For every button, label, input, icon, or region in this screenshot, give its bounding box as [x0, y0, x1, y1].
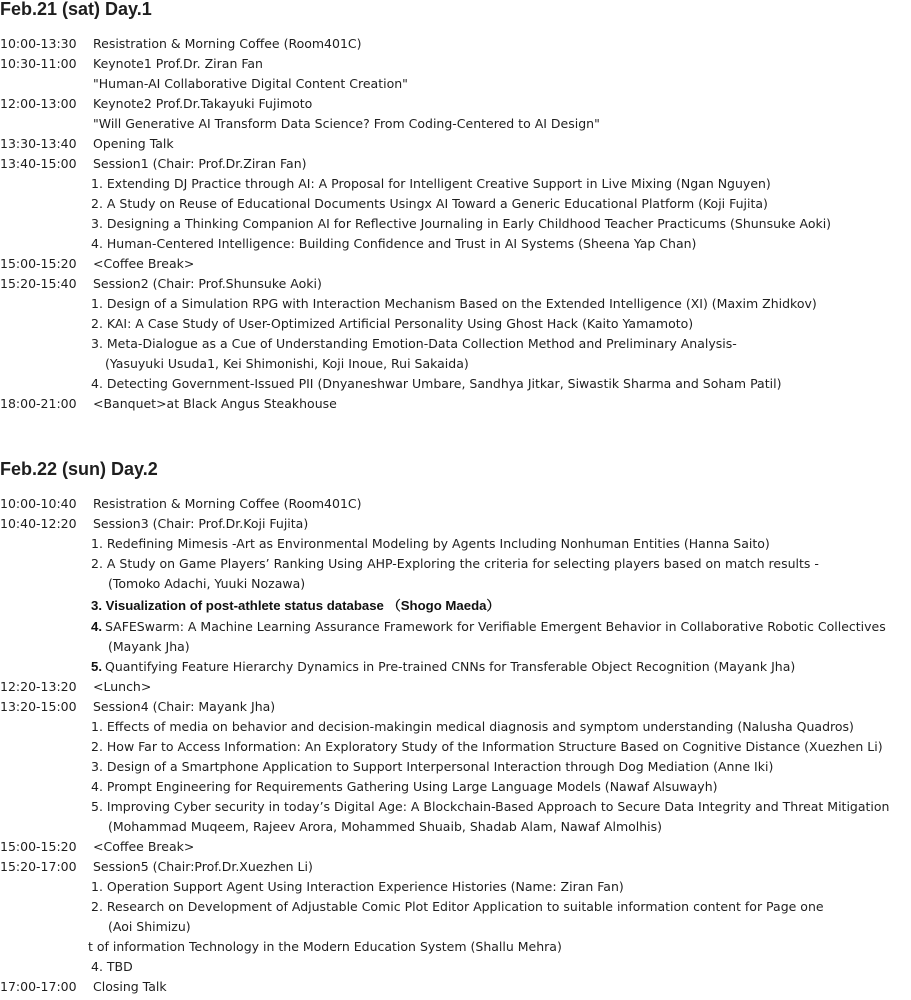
paper-title: 4. Prompt Engineering for Requirements Gathering Using Large Language Models (Nawaf Alsuwayh)	[91, 779, 718, 794]
paper-title: 2. A Study on Reuse of Educational Documents Usingx AI Toward a Generic Educational Platform (Koji Fujita)	[91, 196, 768, 211]
event-title: <Coffee Break>	[93, 839, 195, 854]
paper-title: 1. Operation Support Agent Using Interaction Experience Histories (Name: Ziran Fan)	[91, 879, 624, 894]
paper-title: 2. How Far to Access Information: An Exploratory Study of the Information Structure Based on Cognitive Distance (Xuezhen Li)	[91, 739, 883, 754]
paper-title: t of information Technology in the Modern Education System (Shallu Mehra)	[88, 939, 562, 954]
time-slot: 15:20-15:40	[0, 276, 77, 291]
event-title: <Lunch>	[93, 679, 152, 694]
paper-number: 4.	[91, 619, 102, 634]
paper-title: 1. Effects of media on behavior and decision-makingin medical diagnosis and symptom understanding (Nalusha Quadros)	[91, 719, 854, 734]
session-title: Session2 (Chair: Prof.Shunsuke Aoki)	[93, 276, 322, 291]
session-title: Session1 (Chair: Prof.Dr.Ziran Fan)	[93, 156, 307, 171]
paper-title: 3. Meta-Dialogue as a Cue of Understanding Emotion-Data Collection Method and Preliminary Analysis-	[91, 336, 737, 351]
time-slot: 17:00-17:00	[0, 979, 77, 994]
event-title: <Banquet>at Black Angus Steakhouse	[93, 396, 337, 411]
event-title: Resistration & Morning Coffee (Room401C)	[93, 36, 362, 51]
day1-title: Feb.21 (sat) Day.1	[0, 0, 152, 19]
event-title: <Coffee Break>	[93, 256, 195, 271]
paper-title: 4. Human-Centered Intelligence: Building Confidence and Trust in AI Systems (Sheena Yap Chan)	[91, 236, 697, 251]
time-slot: 10:40-12:20	[0, 516, 77, 531]
time-slot: 18:00-21:00	[0, 396, 77, 411]
time-slot: 10:00-10:40	[0, 496, 77, 511]
paper-authors: (Aoi Shimizu)	[108, 919, 191, 934]
keynote-title: "Human-AI Collaborative Digital Content Creation"	[93, 76, 408, 91]
day2-title: Feb.22 (sun) Day.2	[0, 459, 158, 479]
event-title: Closing Talk	[93, 979, 167, 994]
paper-authors: (Mayank Jha)	[108, 639, 190, 654]
session-title: Session3 (Chair: Prof.Dr.Koji Fujita)	[93, 516, 309, 531]
time-slot: 12:00-13:00	[0, 96, 77, 111]
paper-title: 4. Detecting Government-Issued PII (Dnyaneshwar Umbare, Sandhya Jitkar, Siwastik Sharma and Soham Patil)	[91, 376, 782, 391]
time-slot: 13:20-15:00	[0, 699, 77, 714]
time-slot: 10:30-11:00	[0, 56, 77, 71]
paper-title: Quantifying Feature Hierarchy Dynamics in Pre-trained CNNs for Transferable Object Recognition (Mayank Jha)	[105, 659, 796, 674]
paper-title: 3. Visualization of post-athlete status database （Shogo Maeda）	[91, 598, 500, 613]
time-slot: 15:20-17:00	[0, 859, 77, 874]
session-title: Session5 (Chair:Prof.Dr.Xuezhen Li)	[93, 859, 313, 874]
paper-title: 4. TBD	[91, 959, 133, 974]
time-slot: 13:30-13:40	[0, 136, 77, 151]
paper-title: 2. Research on Development of Adjustable Comic Plot Editor Application to suitable information content for Page one	[91, 899, 824, 914]
time-slot: 12:20-13:20	[0, 679, 77, 694]
time-slot: 15:00-15:20	[0, 839, 77, 854]
paper-title: 5. Improving Cyber security in today’s Digital Age: A Blockchain-Based Approach to Secure Data Integrity and Threat Mitigation	[91, 799, 890, 814]
paper-authors: (Tomoko Adachi, Yuuki Nozawa)	[108, 576, 306, 591]
event-title: Keynote1 Prof.Dr. Ziran Fan	[93, 56, 263, 71]
paper-title: 2. A Study on Game Players’ Ranking Using AHP-Exploring the criteria for selecting players based on match results -	[91, 556, 819, 571]
event-title: Resistration & Morning Coffee (Room401C)	[93, 496, 362, 511]
paper-number: 5.	[91, 659, 102, 674]
paper-title: SAFESwarm: A Machine Learning Assurance Framework for Verifiable Emergent Behavior in Collaborative Robotic Collectives	[105, 619, 886, 634]
paper-title: 1. Extending DJ Practice through AI: A Proposal for Intelligent Creative Support in Live Mixing (Ngan Nguyen)	[91, 176, 771, 191]
event-title: Keynote2 Prof.Dr.Takayuki Fujimoto	[93, 96, 313, 111]
session-title: Session4 (Chair: Mayank Jha)	[93, 699, 276, 714]
paper-title: 1. Redefining Mimesis -Art as Environmental Modeling by Agents Including Nonhuman Entities (Hanna Saito)	[91, 536, 770, 551]
paper-title: 1. Design of a Simulation RPG with Interaction Mechanism Based on the Extended Intelligence (XI) (Maxim Zhidkov)	[91, 296, 817, 311]
time-slot: 10:00-13:30	[0, 36, 77, 51]
paper-authors: (Yasuyuki Usuda1, Kei Shimonishi, Koji Inoue, Rui Sakaida)	[105, 356, 469, 371]
time-slot: 15:00-15:20	[0, 256, 77, 271]
paper-title: 3. Designing a Thinking Companion AI for Reflective Journaling in Early Childhood Teacher Practicums (Shunsuke Aoki)	[91, 216, 832, 231]
paper-title: 2. KAI: A Case Study of User-Optimized Artificial Personality Using Ghost Hack (Kaito Yamamoto)	[91, 316, 694, 331]
event-title: Opening Talk	[93, 136, 174, 151]
paper-authors: (Mohammad Muqeem, Rajeev Arora, Mohammed Shuaib, Shadab Alam, Nawaf Almolhis)	[108, 819, 663, 834]
keynote-title: "Will Generative AI Transform Data Science? From Coding-Centered to AI Design"	[93, 116, 600, 131]
time-slot: 13:40-15:00	[0, 156, 77, 171]
paper-title: 3. Design of a Smartphone Application to Support Interpersonal Interaction through Dog Mediation (Anne Iki)	[91, 759, 774, 774]
